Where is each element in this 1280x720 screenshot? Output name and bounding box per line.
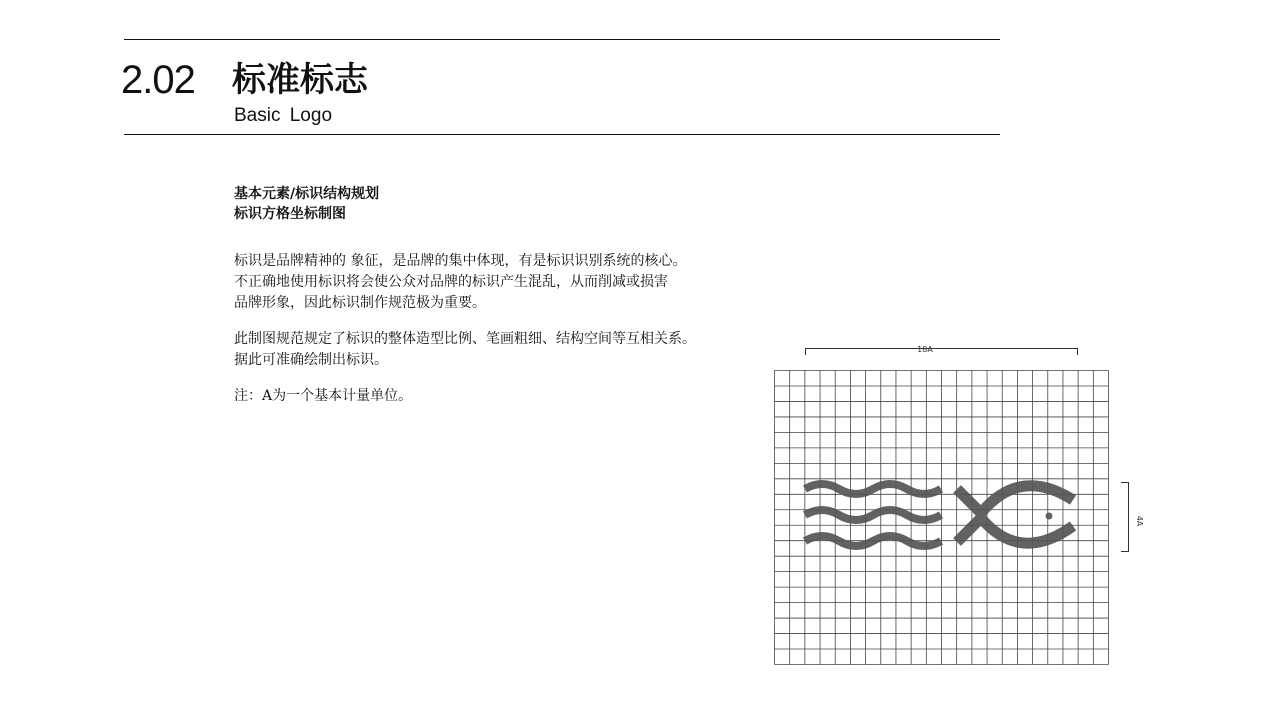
section-title: 标准标志 [232, 60, 368, 100]
width-dimension-label: 18A [917, 345, 933, 354]
section-number: 2.02 [121, 58, 195, 102]
height-dimension-bracket [1121, 483, 1129, 552]
wave-icon [805, 510, 941, 520]
paragraph-line: 据此可准确绘制出标识。 [234, 352, 388, 368]
fish-eye-icon [1046, 513, 1053, 520]
paragraph-line: 品牌形象，因此标识制作规范极为重要。 [234, 295, 486, 311]
height-dimension-label: 4A [1135, 515, 1144, 527]
heading-basic-elements: 基本元素/标识结构规划 [234, 186, 380, 202]
paragraph-line: 不正确地使用标识将会使公众对品牌的标识产生混乱，从而削减或损害 [234, 274, 668, 290]
fish-lower-body-icon [957, 518, 1073, 543]
paragraph-line: 注：A为一个基本计量单位。 [234, 388, 413, 404]
heading-grid-drawing: 标识方格坐标制图 [234, 206, 346, 222]
width-dimension-bracket [806, 349, 1078, 356]
section-subtitle: Basic Logo [234, 105, 333, 126]
paragraph-line: 标识是品牌精神的 象征，是品牌的集中体现，有是标识识别系统的核心。 [234, 253, 687, 269]
wave-icon [805, 484, 941, 494]
fish-upper-body-icon [957, 486, 1073, 513]
paragraph-line: 此制图规范规定了标识的整体造型比例、笔画粗细、结构空间等互相关系。 [234, 331, 696, 347]
